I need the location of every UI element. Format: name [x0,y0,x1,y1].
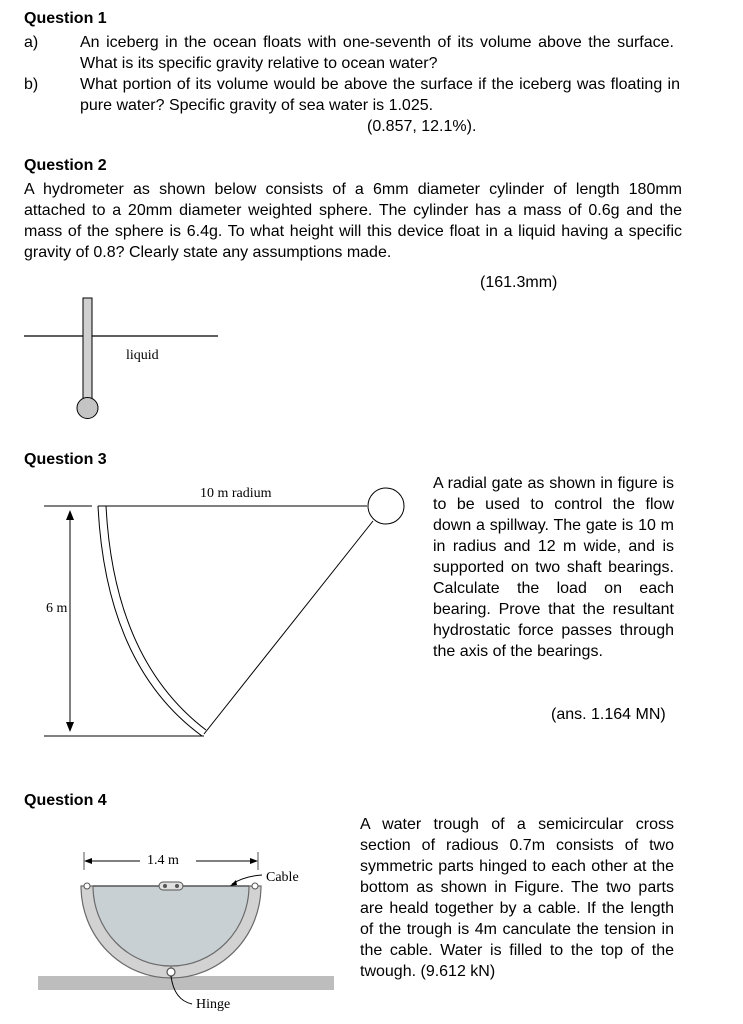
dimension-arrow-down-icon [66,722,74,732]
gate-arc-outer [98,506,202,736]
hinge-pin-icon [167,968,175,976]
width-arrow-left-icon [84,858,92,864]
trough-width-label: 1.4 m [147,853,179,868]
cable-anchor-right-icon [252,883,258,889]
gate-lower-radius-line [204,521,373,734]
q2-title: Question 2 [24,157,107,174]
hydrometer-figure [0,290,240,425]
cable-anchor-left-icon [84,883,90,889]
q4-title: Question 4 [24,792,107,809]
q1-part-b-text: What portion of its volume would be above the surface if the iceberg was floating in pure water? Specific gravity of sea water is 1.025. [80,76,680,114]
q1-part-a-marker: a) [24,34,39,51]
dimension-arrow-up-icon [66,510,74,520]
gate-arc-inner [106,506,206,730]
q2-answer: (161.3mm) [480,274,558,291]
hydrometer-sphere [77,398,98,419]
q1-answer: (0.857, 12.1%). [367,118,477,135]
cable-turnbuckle [159,882,183,890]
q1-title: Question 1 [24,10,107,27]
q1-part-a-text: An iceberg in the ocean floats with one-seventh of its volume above the surface. What is its specific gravity relative to ocean water? [80,34,674,72]
hinge-label: Hinge [196,997,231,1012]
cable-label: Cable [266,870,299,885]
turnbuckle-bolt-left-icon [163,884,167,888]
gate-radius-label: 10 m radium [200,486,272,501]
ground-strip [38,976,334,990]
hydrometer-cylinder [83,298,92,401]
q1-part-b-marker: b) [24,76,39,93]
q3-answer: (ans. 1.164 MN) [551,706,666,723]
q3-text: A radial gate as shown in figure is to be used to control the flow down a spillway. The gate is 10 m in radius and 12 m wide, and is supported on two shaft bearings. Calculate the load on each bearing. Prove that the resultant hydrostatic force passes through the axis of the bearings. [433,475,674,660]
width-arrow-right-icon [250,858,258,864]
q2-text: A hydrometer as shown below consists of a 6mm diameter cylinder of length 180mm attached to a 20mm diameter weighted sphere. The cylinder has a mass of 0.6g and the mass of the sphere is 6.4g. To what height will this device float in a liquid having a specific gravity of 0.8? Clearly state any assumptions made. [24,181,682,261]
cable-leader-arrow-icon [230,880,237,886]
turnbuckle-bolt-right-icon [175,884,179,888]
liquid-label: liquid [126,348,159,363]
bearing-axis-circle [368,488,404,524]
q4-text: A water trough of a semicircular cross section of radious 0.7m consists of two symmetric parts hinged to each other at the bottom as shown in Figure. The two parts are heald together by a cable. If the length of the trough is 4m canculate the tension in the cable. Water is filled to the top of the twough. (9.612 kN) [360,816,674,980]
q3-title: Question 3 [24,451,107,468]
gate-height-label: 6 m [46,601,68,616]
